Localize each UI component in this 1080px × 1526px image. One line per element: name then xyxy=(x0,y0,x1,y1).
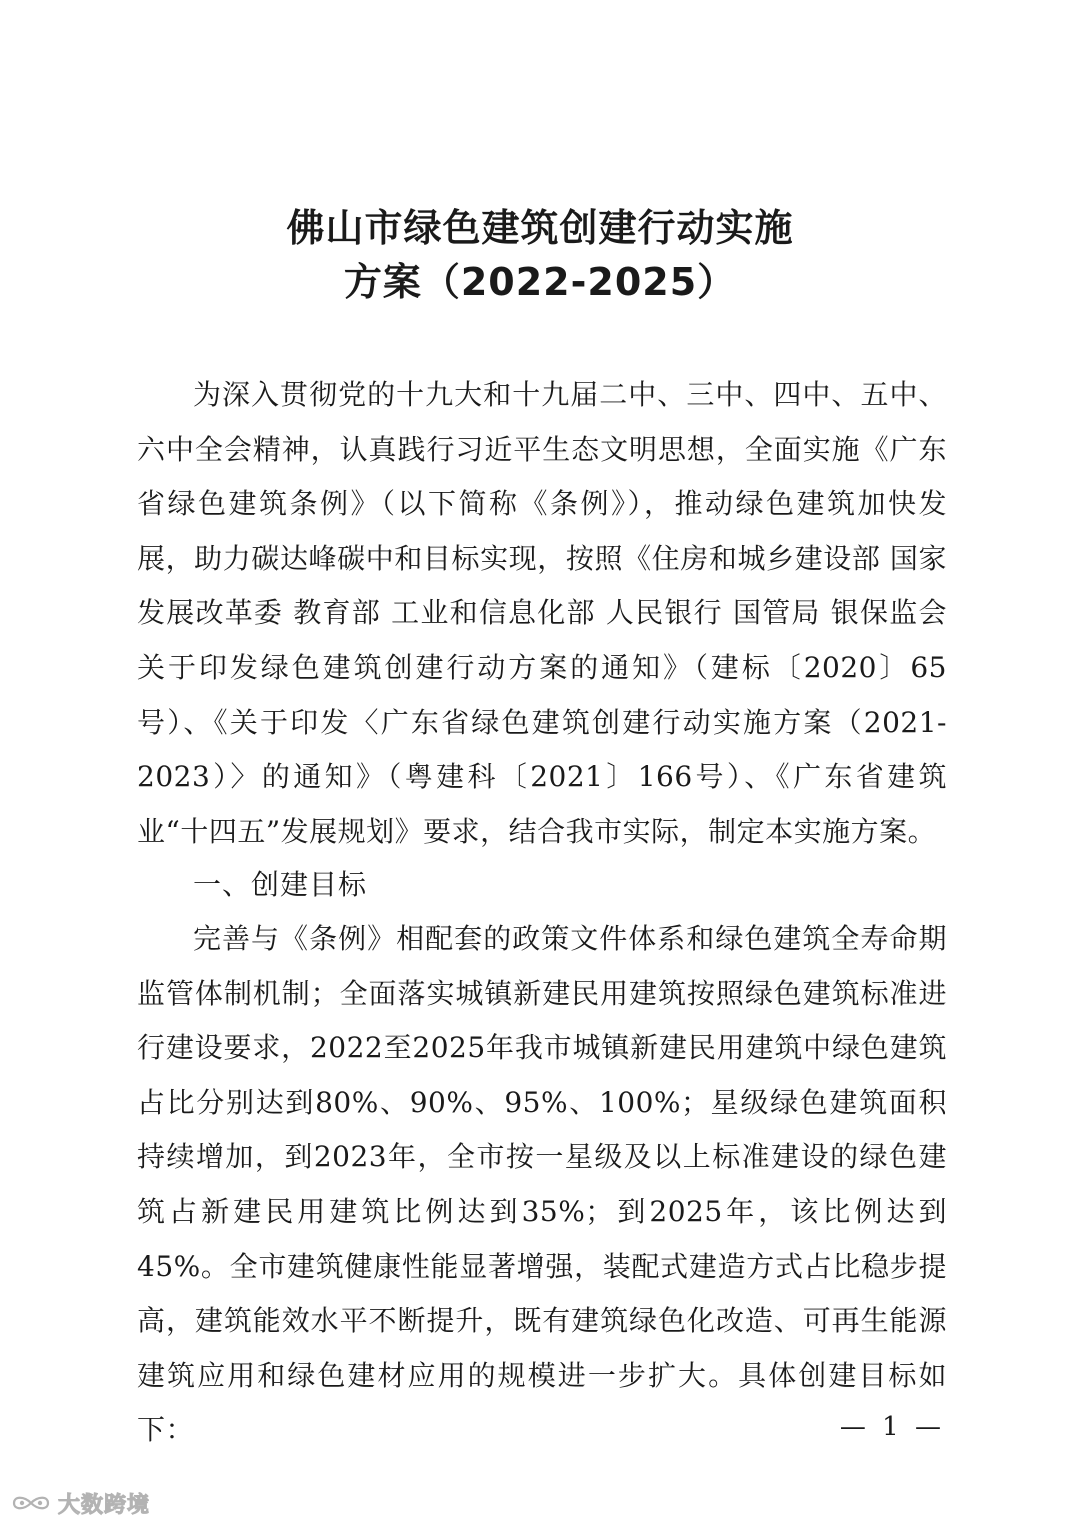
document-title-line2: 方案（2022-2025） xyxy=(343,260,737,304)
intro-paragraph: 为深入贯彻党的十九大和十九届二中、三中、四中、五中、六中全会精神，认真践行习近平生态文明思想，全面实施《广东省绿色建筑条例》（以下简称《条例》），推动绿色建筑加快发展，助力碳达峰碳中和目标实现，按照《住房和城乡建设部 国家发展改革委 教育部 工业和信息化部 人民银行 国管局 银保监会关于印发绿色建筑创建行动方案的通知》（建标〔2020〕65号）、《关于印发〈广东省绿色建筑创建行动实施方案（2021-2023）〉的通知》（粤建科〔2021〕166号）、《广东省建筑业“十四五”发展规划》要求，结合我市实际，制定本实施方案。 xyxy=(137,378,947,848)
watermark xyxy=(10,1486,150,1520)
document-title-line1: 佛山市绿色建筑创建行动实施 xyxy=(286,206,794,250)
infinity-logo-icon xyxy=(10,1490,52,1516)
goals-paragraph: 完善与《条例》相配套的政策文件体系和绿色建筑全寿命期监管体制机制；全面落实城镇新建民用建筑按照绿色建筑标准进行建设要求，2022至2025年我市城镇新建民用建筑中绿色建筑占比分别达到80%、90%、95%、100%；星级绿色建筑面积持续增加，到2023年，全市按一星级及以上标准建设的绿色建筑占新建民用建筑比例达到35%；到2025年，该比例达到45%。全市建筑健康性能显著增强，装配式建造方式占比稳步提高，建筑能效水平不断提升，既有建筑绿色化改造、可再生能源建筑应用和绿色建材应用的规模进一步扩大。具体创建目标如下： xyxy=(137,922,947,1447)
section-heading: 一、创建目标 xyxy=(193,868,368,901)
page-number: — 1 — xyxy=(839,1412,945,1442)
watermark-text: 大数跨境 xyxy=(58,1492,151,1518)
